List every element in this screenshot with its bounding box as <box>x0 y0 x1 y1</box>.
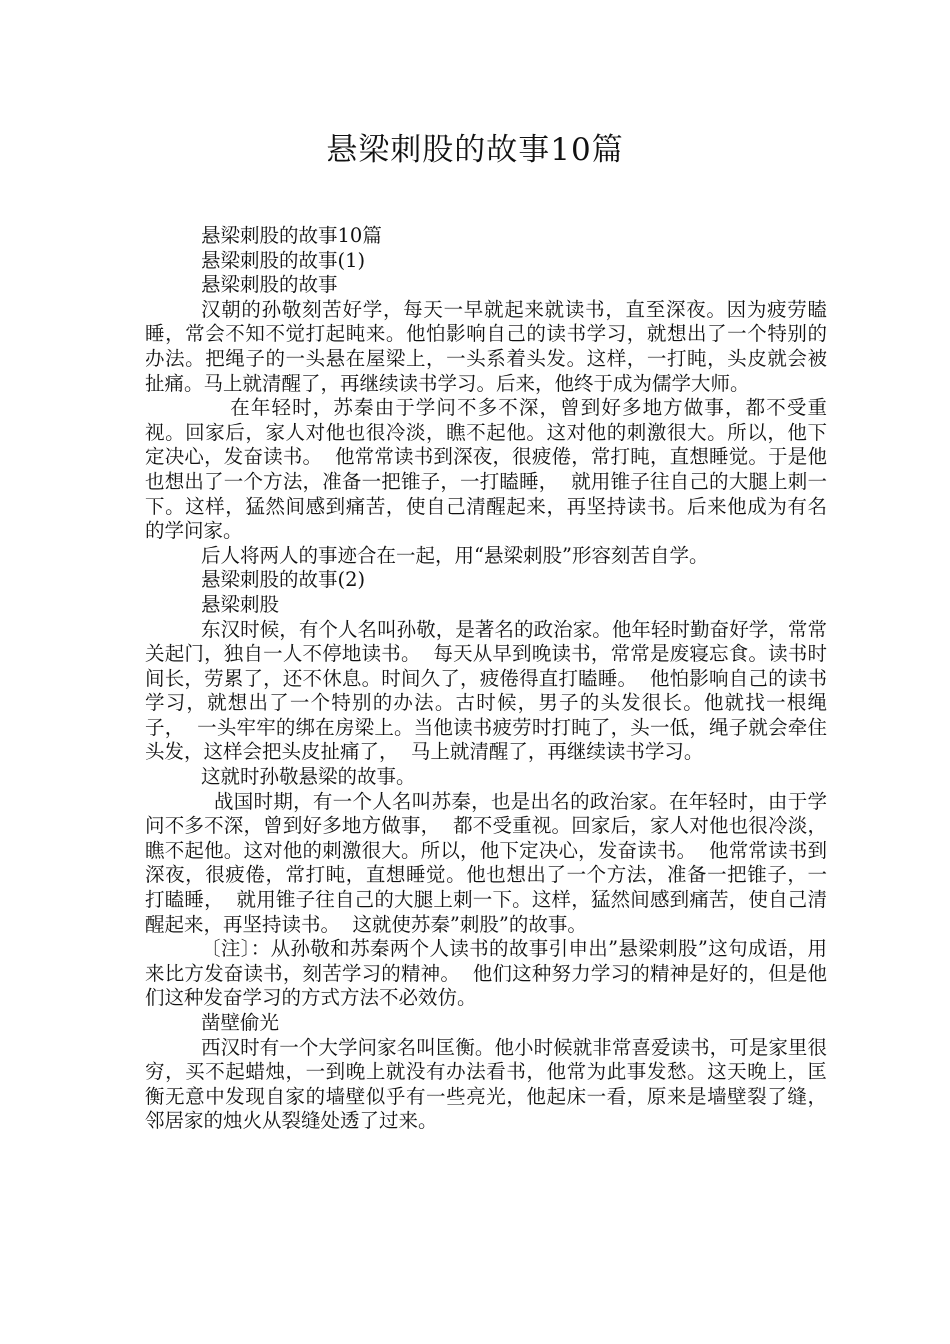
article-heading: 悬梁刺股的故事10篇 <box>201 224 382 247</box>
document-title: 悬梁刺股的故事10篇 <box>326 132 624 168</box>
paragraph: 在年轻时，苏秦由于学问不多不深，曾到好多地方做事，都不受重视。回家后，家人对他也很冷淡，瞧不起他。这对他的刺激很大。所以，他下定决心，发奋读书。 他常常读书到深夜，很疲倦，常打盹，直想睡觉。于是他也想出了一个方法，准备一把锥子，一打瞌睡， 就用锥子往自己的大腿上刺一下。这样，猛然间感到痛苦，使自己清醒起来，再坚持读书。后来他成为有名的学问家。 <box>145 396 827 543</box>
paragraph: 东汉时候，有个人名叫孙敬，是著名的政治家。他年轻时勤奋好学，常常关起门，独自一人不停地读书。 每天从早到晚读书，常常是废寝忘食。读书时间长，劳累了，还不休息。时间久了，疲倦得直打瞌睡。 他怕影响自己的读书学习，就想出了一个特别的办法。古时候，男子的头发很长。他就找一根绳子， 一头牢牢的绑在房梁上。当他读书疲劳时打盹了，头一低，绳子就会牵住头发，这样会把头皮扯痛了， 马上就清醒了，再继续读书学习。 <box>145 617 827 764</box>
document-body <box>145 224 827 1134</box>
section-heading-1: 悬梁刺股的故事(1) <box>201 248 366 272</box>
section-heading-2: 悬梁刺股的故事(2) <box>201 568 366 592</box>
paragraph: 这就时孙敬悬梁的故事。 <box>201 765 416 789</box>
story-title: 凿壁偷光 <box>201 1011 280 1034</box>
paragraph: 战国时期，有一个人名叫苏秦，也是出名的政治家。在年轻时，由于学问不多不深，曾到好多地方做事， 都不受重视。回家后，家人对他也很冷淡，瞧不起他。这对他的刺激很大。所以，他下定决心，发奋读书。 他常常读书到深夜，很疲倦，常打盹，直想睡觉。他也想出了一个方法，准备一把锥子，一打瞌睡， 就用锥子往自己的大腿上刺一下。这样，猛然间感到痛苦，使自己清醒起来，再坚持读书。 这就使苏秦”刺股”的故事。 <box>145 789 827 936</box>
story-title: 悬梁刺股的故事 <box>201 273 338 297</box>
paragraph: 西汉时有一个大学问家名叫匡衡。他小时候就非常喜爱读书，可是家里很穷，买不起蜡烛，一到晚上就没有办法看书，他常为此事发愁。这天晚上，匡衡无意中发现自家的墙壁似乎有一些亮光，他起床一看，原来是墙壁裂了缝，邻居家的烛火从裂缝处透了过来。 <box>145 1035 827 1133</box>
story-title: 悬梁刺股 <box>201 592 280 616</box>
paragraph: 汉朝的孙敬刻苦好学，每天一早就起来就读书，直至深夜。因为疲劳瞌睡，常会不知不觉打起盹来。他怕影响自己的读书学习，就想出了一个特别的办法。把绳子的一头悬在屋梁上，一头系着头发。这样，一打盹，头皮就会被扯痛。马上就清醒了，再继续读书学习。后来，他终于成为儒学大师。 <box>145 297 827 395</box>
paragraph: 后人将两人的事迹合在一起，用“悬梁刺股”形容刻苦自学。 <box>201 543 709 567</box>
note-paragraph: 〔注〕：从孙敬和苏秦两个人读书的故事引申出”悬梁刺股”这句成语，用来比方发奋读书，刻苦学习的精神。 他们这种努力学习的精神是好的，但是他们这种发奋学习的方式方法不必效仿。 <box>145 937 827 1010</box>
